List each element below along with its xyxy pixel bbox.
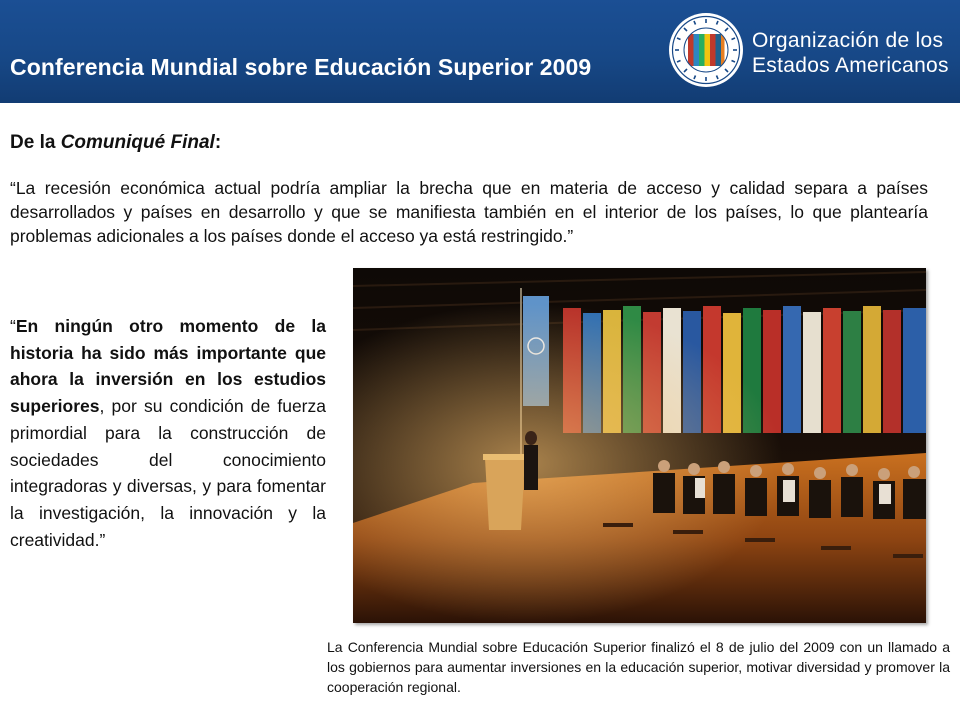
photo-caption: La Conferencia Mundial sobre Educación Superior finalizó el 8 de julio del 2009 con un llamado a los gobiernos para aumentar inversiones en la educación superior, motivar diversidad y promover la cooperación regional. <box>327 639 950 695</box>
quote-open-mark: “ <box>10 316 16 336</box>
oas-seal-icon <box>668 12 744 88</box>
page-title: Conferencia Mundial sobre Educación Superior 2009 <box>10 54 592 80</box>
org-name-line2: Estados Americanos <box>752 54 949 77</box>
quote-rest-text: , por su condición de fuerza primordial para la construcción de sociedades del conocimiento integradoras y diversas, y para fomentar la investigación, la innovación y la creatividad.” <box>10 396 326 550</box>
header-banner <box>0 0 960 103</box>
subtitle-suffix: : <box>214 132 222 153</box>
section-subtitle <box>10 132 221 154</box>
org-name-line1: Organización de los <box>752 29 944 52</box>
organization-name <box>752 28 949 78</box>
quote-bold-text: En ningún otro momento de la historia ha sido más importante que ahora la inversión en los estudios superiores <box>10 316 326 417</box>
subtitle-emphasis: Comuniqué Final <box>60 132 215 153</box>
conference-hall-photo <box>353 268 926 623</box>
communique-quote: “La recesión económica actual podría ampliar la brecha que en materia de acceso y calidad separa a países desarrollados y países en desarrollo y que se manifiesta también en el interior de los países, lo que plantearía problemas adicionales a los países donde el acceso ya está restringido.” <box>10 178 928 247</box>
subtitle-prefix: De la <box>10 132 61 153</box>
investment-quote <box>10 313 326 553</box>
